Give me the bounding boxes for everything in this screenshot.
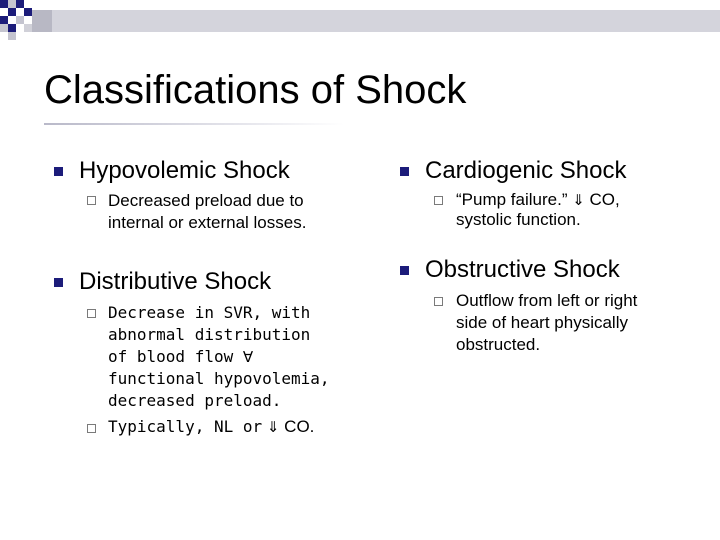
distributive-heading: Distributive Shock xyxy=(79,268,272,295)
hypovolemic-detail-line1: Decreased preload due to xyxy=(108,191,304,210)
distributive-detail-line5: decreased preload. xyxy=(108,391,282,410)
bullet-square-icon xyxy=(54,167,63,176)
obstructive-detail-line1: Outflow from left or right xyxy=(456,291,638,310)
distributive-detail-line3 xyxy=(108,346,253,368)
distributive-detail2-text: Typically, NL or xyxy=(108,417,263,436)
distributive-detail2 xyxy=(108,416,314,438)
sub-bullet-icon xyxy=(87,309,96,318)
obstructive-detail-line2: side of heart physically xyxy=(456,313,628,332)
sub-bullet-icon xyxy=(87,196,96,205)
cardiogenic-detail-line1 xyxy=(456,189,620,211)
cardiogenic-heading: Cardiogenic Shock xyxy=(425,157,627,184)
sub-bullet-icon xyxy=(434,297,443,306)
distributive-detail2-co: CO. xyxy=(284,417,315,436)
hypovolemic-heading: Hypovolemic Shock xyxy=(79,157,290,184)
obstructive-detail-line3: obstructed. xyxy=(456,335,541,354)
distributive-detail-line3-text: of blood flow xyxy=(108,347,234,366)
cardiogenic-detail-line2: systolic function. xyxy=(456,210,581,229)
hypovolemic-detail-line2: internal or external losses. xyxy=(108,213,307,232)
distributive-detail-line2: abnormal distribution xyxy=(108,325,311,344)
distributive-detail-line1: Decrease in SVR, with xyxy=(108,303,311,322)
obstructive-heading: Obstructive Shock xyxy=(425,256,620,283)
slide-title: Classifications of Shock xyxy=(44,68,467,112)
sub-bullet-icon xyxy=(434,196,443,205)
cardiogenic-detail-co: CO, xyxy=(589,190,620,209)
decrease-arrow-icon: ⇓ xyxy=(572,191,585,209)
header-decoration xyxy=(0,0,720,50)
bullet-square-icon xyxy=(400,266,409,275)
decrease-arrow-icon: ⇓ xyxy=(266,418,280,436)
distributive-detail-line4: functional hypovolemia, xyxy=(108,369,330,388)
sub-bullet-icon xyxy=(87,424,96,433)
bullet-square-icon xyxy=(400,167,409,176)
implies-icon: ∀ xyxy=(242,348,254,366)
bullet-square-icon xyxy=(54,278,63,287)
title-underline xyxy=(44,123,344,125)
cardiogenic-detail-line1-text: “Pump failure.” xyxy=(456,190,568,209)
